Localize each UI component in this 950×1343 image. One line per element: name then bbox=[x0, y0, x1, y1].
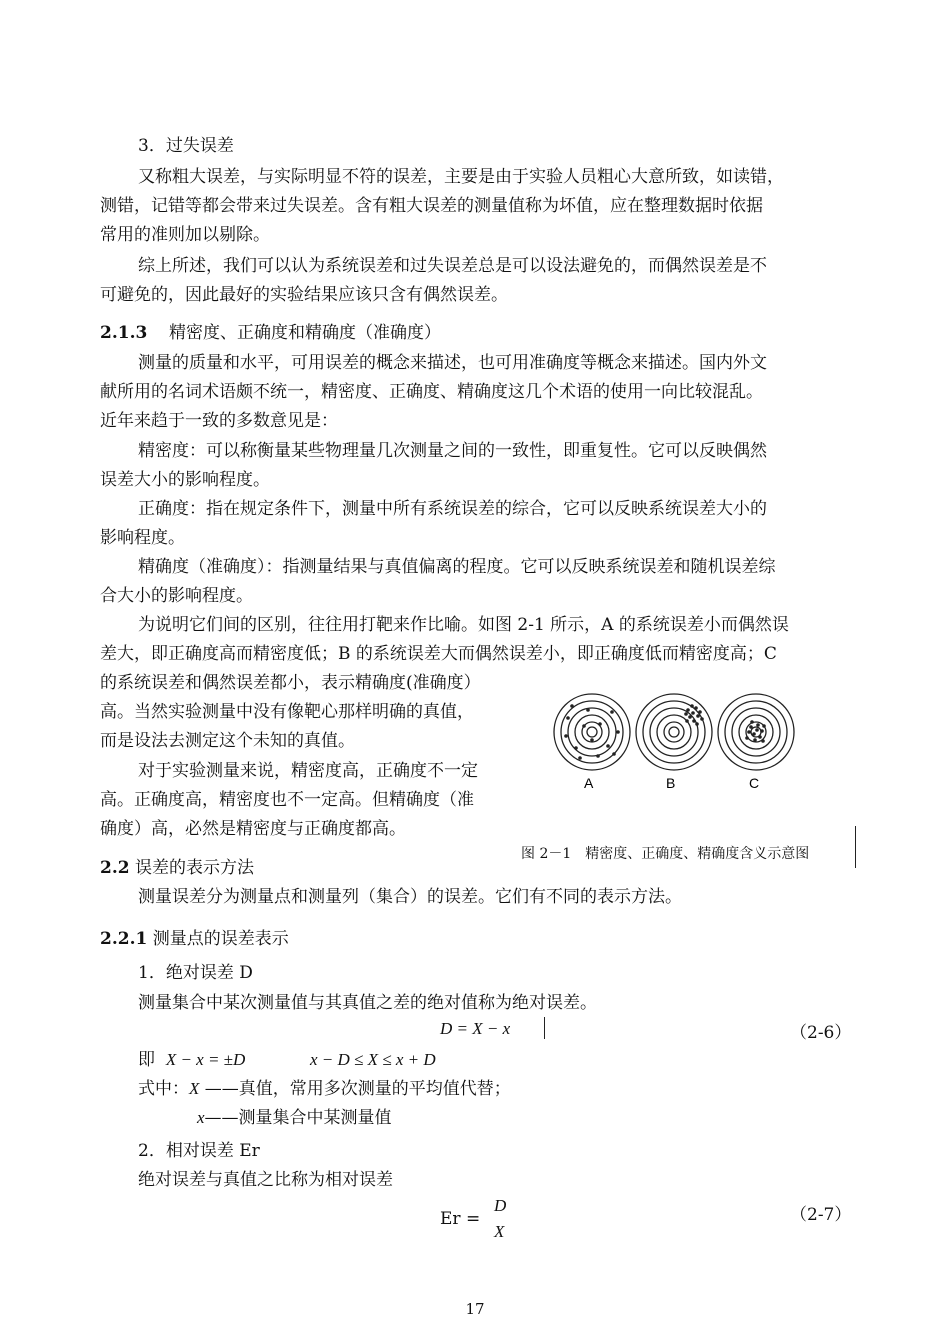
section-number: 2.2.1 bbox=[100, 929, 148, 949]
section-title: 精密度、正确度和精确度（准确度） bbox=[168, 323, 441, 343]
section-heading-2-2-1 bbox=[100, 928, 289, 950]
symbol-x-lower: x bbox=[197, 1108, 205, 1127]
equation-a: X − x = ±D bbox=[165, 1050, 246, 1069]
paragraph-line: 综上所述，我们可以认为系统误差和过失误差总是可以设法避免的，而偶然误差是不 bbox=[138, 256, 767, 276]
section-heading-2-2 bbox=[100, 857, 254, 879]
paragraph-line: 的系统误差和偶然误差都小，表示精确度(准确度） bbox=[100, 673, 481, 693]
page-number: 17 bbox=[465, 1300, 485, 1318]
paragraph-line: 高。当然实验测量中没有像靶心那样明确的真值， bbox=[100, 702, 474, 722]
symbol-x-upper: X bbox=[189, 1079, 200, 1098]
equation-2-7-lhs: Er = bbox=[440, 1209, 481, 1229]
paragraph-line: 测错，记错等都会带来过失误差。含有粗大误差的测量值称为坏值，应在整理数据时依据 bbox=[100, 196, 763, 216]
paragraph-line: 可避免的，因此最好的实验结果应该只含有偶然误差。 bbox=[100, 285, 508, 305]
paragraph-line: 测量集合中某次测量值与其真值之差的绝对值称为绝对误差。 bbox=[138, 993, 597, 1013]
paragraph-line: 差大，即正确度高而精密度低；B 的系统误差大而偶然误差小，即正确度低而精密度高；C bbox=[100, 644, 777, 664]
target-b-hits bbox=[684, 704, 704, 726]
target-figure bbox=[548, 688, 860, 818]
fraction-denominator: X bbox=[494, 1222, 505, 1241]
target-label-c: C bbox=[749, 775, 760, 791]
target-label-a: A bbox=[584, 775, 594, 791]
paragraph-line: 常用的准则加以剔除。 bbox=[100, 225, 270, 245]
paragraph-line: 测量的质量和水平，可用误差的概念来描述，也可用准确度等概念来描述。国内外文 bbox=[138, 353, 767, 373]
paragraph-line: 绝对误差与真值之比称为相对误差 bbox=[138, 1170, 393, 1190]
paragraph-line: 高。正确度高，精密度也不一定高。但精确度（准 bbox=[100, 790, 474, 810]
equation-number-2-6: （2-6） bbox=[790, 1023, 852, 1043]
cursor-bar bbox=[855, 826, 856, 868]
section-number: 2.1.3 bbox=[100, 323, 148, 343]
where-line-x-lower bbox=[197, 1107, 392, 1129]
target-b bbox=[636, 694, 712, 770]
paragraph-line: 测量误差分为测量点和测量列（集合）的误差。它们有不同的表示方法。 bbox=[138, 887, 682, 907]
target-figure-svg bbox=[548, 688, 860, 818]
item-absolute-error: 1．绝对误差 D bbox=[138, 963, 253, 983]
figure-caption: 图 2－1 精密度、正确度、精确度含义示意图 bbox=[521, 846, 810, 862]
fraction-numerator: D bbox=[494, 1196, 507, 1215]
paragraph-line: 确度）高，必然是精密度与正确度都高。 bbox=[100, 819, 406, 839]
paragraph-line: 又称粗大误差，与实际明显不符的误差，主要是由于实验人员粗心大意所致，如读错， bbox=[138, 167, 784, 187]
ji-label: 即 bbox=[138, 1050, 155, 1070]
paragraph-line: 对于实验测量来说，精密度高，正确度不一定 bbox=[138, 761, 478, 781]
paragraph-line: 为说明它们间的区别，往往用打靶来作比喻。如图 2-1 所示，A 的系统误差小而偶然误 bbox=[138, 615, 789, 635]
where-text: ——测量集合中某测量值 bbox=[204, 1108, 392, 1128]
paragraph-line: 近年来趋于一致的多数意见是： bbox=[100, 411, 338, 431]
where-text: ——真值，常用多次测量的平均值代替； bbox=[204, 1079, 511, 1099]
abs-bar bbox=[544, 1017, 545, 1039]
paragraph-line: 献所用的名词术语颇不统一，精密度、正确度、精确度这几个术语的使用一向比较混乱。 bbox=[100, 382, 763, 402]
target-label-b: B bbox=[666, 775, 676, 791]
equation-line bbox=[138, 1049, 245, 1071]
target-a-hits bbox=[564, 704, 620, 760]
paragraph-line: 而是设法去测定这个未知的真值。 bbox=[100, 731, 355, 751]
equation-number-2-7: （2-7） bbox=[790, 1205, 852, 1225]
where-line-x-upper bbox=[138, 1078, 511, 1100]
equation-b: x − D ≤ X ≤ x + D bbox=[310, 1050, 436, 1069]
item-relative-error: 2．相对误差 Er bbox=[138, 1141, 260, 1161]
section-title: 测量点的误差表示 bbox=[152, 929, 289, 949]
paragraph-line: 影响程度。 bbox=[100, 528, 185, 548]
paragraph-line: 误差大小的影响程度。 bbox=[100, 470, 270, 490]
section-heading-2-1-3 bbox=[100, 322, 441, 344]
heading-gross-error: 3．过失误差 bbox=[138, 136, 234, 156]
equation-2-6: D = X − x bbox=[440, 1019, 511, 1038]
paragraph-line: 精确度（准确度）：指测量结果与真值偏离的程度。它可以反映系统误差和随机误差综 bbox=[138, 557, 776, 577]
section-number: 2.2 bbox=[100, 858, 130, 878]
target-c bbox=[718, 694, 794, 770]
section-title: 误差的表示方法 bbox=[134, 858, 254, 878]
paragraph-line: 正确度：指在规定条件下，测量中所有系统误差的综合，它可以反映系统误差大小的 bbox=[138, 499, 767, 519]
paragraph-line: 合大小的影响程度。 bbox=[100, 586, 253, 606]
where-label: 式中： bbox=[138, 1079, 189, 1099]
paragraph-line: 精密度：可以称衡量某些物理量几次测量之间的一致性，即重复性。它可以反映偶然 bbox=[138, 441, 767, 461]
target-c-hits bbox=[745, 720, 766, 743]
